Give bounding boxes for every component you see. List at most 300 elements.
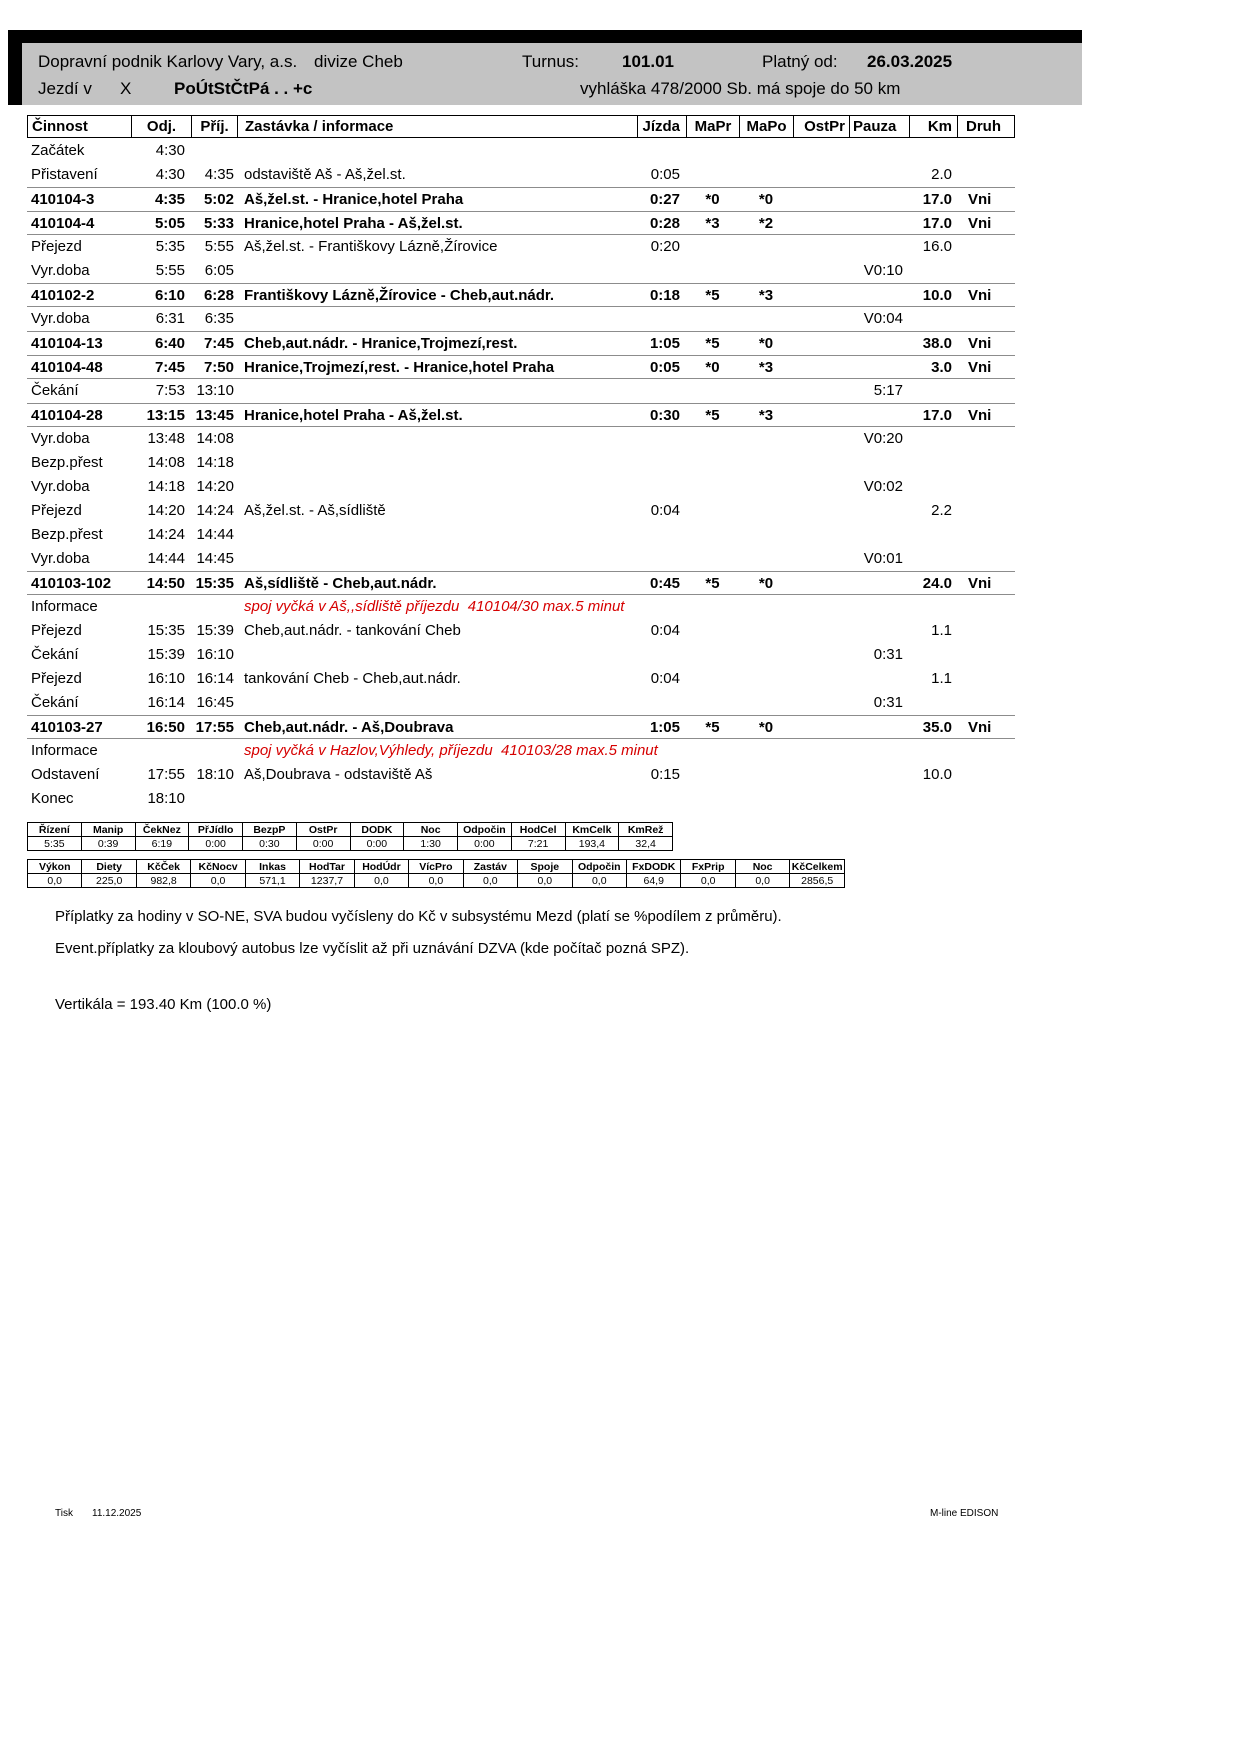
cell-stop-info	[237, 547, 637, 571]
cell-km	[909, 739, 957, 763]
cell-mapo	[739, 259, 793, 283]
summary-value: 0,0	[191, 874, 245, 888]
cell-departure: 14:50	[146, 575, 185, 592]
cell-activity: 410104-4	[31, 215, 95, 232]
cell-departure: 13:15	[146, 407, 185, 424]
summary-header: OstPr	[296, 823, 350, 837]
cell-departure: 14:08	[147, 454, 185, 471]
cell-pause	[849, 451, 909, 475]
cell-ostpr	[793, 667, 849, 691]
cell-ostpr	[793, 356, 849, 378]
column-header-stop-info: Zastávka / informace	[238, 116, 638, 137]
cell-km	[909, 595, 957, 619]
summary-value: 193,4	[565, 837, 619, 851]
print-label: Tisk	[55, 1508, 73, 1519]
summary-header: PřJídlo	[189, 823, 243, 837]
cell-km: 17.0	[922, 407, 952, 424]
column-header-kind: Druh	[966, 118, 1001, 135]
cell-drive-time	[637, 787, 686, 811]
cell-drive-time	[637, 691, 686, 715]
cell-activity: Přejezd	[31, 238, 82, 255]
cell-km: 17.0	[922, 191, 952, 208]
cell-activity: Vyr.doba	[31, 430, 90, 447]
valid-from-label: Platný od:	[762, 52, 838, 71]
cell-drive-time: 0:04	[650, 670, 680, 687]
cell-km	[909, 259, 957, 283]
cell-pause	[849, 499, 909, 523]
cell-ostpr	[793, 547, 849, 571]
runs-on-flag: X	[120, 79, 132, 98]
cell-ostpr	[793, 763, 849, 787]
cell-stop-info: Hranice,hotel Praha - Aš,žel.st.	[244, 215, 463, 232]
cell-pause: 0:31	[873, 646, 903, 663]
cell-km: 35.0	[922, 719, 952, 736]
cell-departure: 7:45	[154, 359, 185, 376]
cell-arrival: 5:55	[204, 238, 234, 255]
cell-km	[909, 547, 957, 571]
cell-mapo	[739, 427, 793, 451]
table-row	[27, 259, 1015, 283]
cell-kind: Vni	[968, 575, 992, 592]
cell-arrival: 16:10	[196, 646, 234, 663]
cell-arrival: 16:14	[196, 670, 234, 687]
cell-arrival: 14:45	[196, 550, 234, 567]
cell-mapo	[739, 451, 793, 475]
summary-header: HodTar	[300, 860, 354, 874]
cell-departure: 14:18	[147, 478, 185, 495]
cell-mapr	[686, 451, 739, 475]
cell-ostpr	[793, 284, 849, 306]
cell-stop-info: Cheb,aut.nádr. - tankování Cheb	[244, 622, 461, 639]
summary-header: Odpočin	[458, 823, 512, 837]
cell-mapo: *3	[758, 287, 774, 304]
cell-drive-time	[637, 523, 686, 547]
cell-mapr	[686, 163, 739, 187]
cell-mapr: *5	[705, 575, 720, 592]
cell-ostpr	[793, 235, 849, 259]
summary-value: 0,0	[518, 874, 572, 888]
cell-arrival: 15:39	[196, 622, 234, 639]
cell-activity: Bezp.přest	[31, 454, 103, 471]
cell-mapr	[686, 595, 739, 619]
cell-pause: V0:02	[863, 478, 903, 495]
cell-km: 16.0	[922, 238, 952, 255]
cell-pause: V0:01	[863, 550, 903, 567]
cell-mapr: *0	[705, 359, 720, 376]
column-header-activity: Činnost	[28, 116, 132, 137]
cell-drive-time: 0:05	[649, 359, 680, 376]
cell-pause	[849, 572, 909, 594]
cell-arrival: 18:10	[196, 766, 234, 783]
cell-drive-time: 0:28	[649, 215, 680, 232]
cell-stop-info	[237, 139, 637, 163]
cell-mapr: *5	[705, 335, 720, 352]
summary-header: KčČek	[136, 860, 190, 874]
cell-departure: 16:10	[147, 670, 185, 687]
cell-arrival: 15:35	[195, 575, 234, 592]
turnus-label: Turnus:	[522, 52, 580, 71]
cell-km: 2.0	[931, 166, 952, 183]
summary-header: Manip	[81, 823, 135, 837]
cell-pause	[849, 163, 909, 187]
cell-ostpr	[793, 332, 849, 355]
cell-mapo	[739, 499, 793, 523]
cell-departure	[131, 739, 191, 763]
cell-drive-time: 0:04	[650, 622, 680, 639]
cell-kind: Vni	[968, 287, 992, 304]
cell-km: 10.0	[922, 287, 952, 304]
cell-mapo	[739, 643, 793, 667]
app-name: M-line EDISON	[930, 1508, 999, 1519]
cell-km	[909, 643, 957, 667]
cell-pause: 0:31	[873, 694, 903, 711]
cell-stop-info: Cheb,aut.nádr. - Hranice,Trojmezí,rest.	[244, 335, 518, 352]
summary-header: FxPrip	[681, 860, 735, 874]
cell-mapr	[686, 379, 739, 403]
info-row	[27, 739, 1015, 763]
summary-value: 0:00	[350, 837, 404, 851]
cell-km: 17.0	[922, 215, 952, 232]
cell-departure: 14:24	[147, 526, 185, 543]
summary-value: 982,8	[136, 874, 190, 888]
cell-mapr	[686, 547, 739, 571]
cell-pause	[849, 667, 909, 691]
cell-drive-time: 0:30	[649, 407, 680, 424]
cell-drive-time	[637, 739, 686, 763]
cell-drive-time: 1:05	[649, 335, 680, 352]
table-row	[27, 763, 1015, 787]
cell-km	[909, 451, 957, 475]
cell-arrival: 13:45	[195, 407, 234, 424]
cell-kind: Vni	[968, 719, 992, 736]
cell-kind	[957, 451, 1013, 475]
column-header-km: Km	[910, 116, 958, 137]
table-row	[27, 571, 1015, 595]
cell-stop-info	[237, 523, 637, 547]
cell-drive-time	[637, 307, 686, 331]
cell-kind	[957, 667, 1013, 691]
cell-ostpr	[793, 691, 849, 715]
cell-arrival: 17:55	[195, 719, 234, 736]
cell-kind	[957, 499, 1013, 523]
cell-ostpr	[793, 619, 849, 643]
cell-pause	[849, 595, 909, 619]
summary-value: 64,9	[626, 874, 680, 888]
cell-pause	[849, 404, 909, 426]
table-row	[27, 235, 1015, 259]
cell-pause	[849, 763, 909, 787]
table-row	[27, 355, 1015, 379]
cell-mapr	[686, 787, 739, 811]
cell-kind	[957, 763, 1013, 787]
cell-departure: 14:20	[147, 502, 185, 519]
cell-ostpr	[793, 427, 849, 451]
cell-drive-time	[637, 451, 686, 475]
cell-mapr: *5	[705, 287, 720, 304]
cell-stop-info: Hranice,Trojmezí,rest. - Hranice,hotel Praha	[244, 359, 555, 376]
cell-departure: 17:55	[147, 766, 185, 783]
cell-kind	[957, 595, 1013, 619]
runs-on-label: Jezdí v	[38, 79, 92, 98]
cell-mapo	[739, 379, 793, 403]
cell-pause	[849, 619, 909, 643]
cell-kind: Vni	[968, 191, 992, 208]
cell-km: 38.0	[922, 335, 952, 352]
cell-kind	[957, 307, 1013, 331]
summary-value: 0,0	[28, 874, 82, 888]
cell-mapo	[739, 547, 793, 571]
table-row	[27, 331, 1015, 355]
cell-km	[909, 427, 957, 451]
cell-mapr	[686, 475, 739, 499]
summary-value: 6:19	[135, 837, 189, 851]
summary-header: Spoje	[518, 860, 572, 874]
duty-table	[27, 115, 1015, 811]
summary-value: 0,0	[681, 874, 735, 888]
cell-pause: 5:17	[873, 382, 903, 399]
cell-km: 3.0	[931, 359, 952, 376]
cell-activity: 410103-27	[31, 719, 103, 736]
cell-departure: 5:35	[155, 238, 185, 255]
cell-drive-time: 0:05	[650, 166, 680, 183]
summary-value: 0,0	[354, 874, 408, 888]
cell-drive-time: 1:05	[649, 719, 680, 736]
cell-mapo	[739, 163, 793, 187]
cell-ostpr	[793, 475, 849, 499]
cell-pause: V0:04	[863, 310, 903, 327]
cell-ostpr	[793, 307, 849, 331]
cell-mapo	[739, 763, 793, 787]
cell-activity: Vyr.doba	[31, 550, 90, 567]
table-row	[27, 427, 1015, 451]
cell-stop-info	[237, 451, 637, 475]
summary-header: HodÚdr	[354, 860, 408, 874]
cell-activity: 410103-102	[31, 575, 112, 592]
cell-mapo: *0	[758, 335, 774, 352]
cell-mapo	[739, 691, 793, 715]
column-header-drive-time: Jízda	[638, 116, 687, 137]
column-header-arrival: Příj.	[192, 116, 238, 137]
cell-ostpr	[793, 643, 849, 667]
cell-kind	[957, 379, 1013, 403]
table-row	[27, 403, 1015, 427]
summary-value: 0,0	[463, 874, 517, 888]
cell-kind	[957, 619, 1013, 643]
cell-stop-info: Aš,žel.st. - Hranice,hotel Praha	[244, 191, 464, 208]
cell-stop-info	[237, 427, 637, 451]
cell-ostpr	[793, 188, 849, 211]
cell-arrival: 14:24	[196, 502, 234, 519]
summary-header: Noc	[735, 860, 789, 874]
cell-ostpr	[793, 572, 849, 594]
table-row	[27, 379, 1015, 403]
column-header-pause: Pauza	[850, 116, 910, 137]
cell-mapr	[686, 235, 739, 259]
table-row	[27, 715, 1015, 739]
cell-activity: Přejezd	[31, 622, 82, 639]
cell-pause	[849, 188, 909, 211]
cell-arrival: 5:02	[203, 191, 234, 208]
cell-km	[909, 379, 957, 403]
cell-kind	[957, 643, 1013, 667]
cell-mapr	[686, 259, 739, 283]
summary-value: 5:35	[28, 837, 82, 851]
cell-activity: 410104-28	[31, 407, 103, 424]
cell-ostpr	[793, 499, 849, 523]
cell-departure: 16:50	[146, 719, 185, 736]
header-band	[8, 30, 1082, 105]
valid-from-value: 26.03.2025	[867, 52, 953, 71]
cell-mapr	[686, 139, 739, 163]
cell-activity: 410104-3	[31, 191, 95, 208]
cell-kind	[957, 523, 1013, 547]
cell-ostpr	[793, 212, 849, 234]
cell-km: 1.1	[931, 670, 952, 687]
column-header-ostpr: OstPr	[794, 116, 850, 137]
duty-table-header	[27, 115, 1015, 138]
cell-mapr	[686, 427, 739, 451]
summary-header: ČekNez	[135, 823, 189, 837]
print-date: 11.12.2025	[92, 1508, 142, 1519]
note-surcharge-weekend: Příplatky za hodiny v SO-NE, SVA budou vyčísleny do Kč v subsystému Mezd (platí se %podílem z průměru).	[55, 908, 782, 925]
summary-value: 0:39	[81, 837, 135, 851]
cell-drive-time	[637, 643, 686, 667]
summary-header: VícPro	[409, 860, 463, 874]
cell-stop-info: Františkovy Lázně,Žírovice - Cheb,aut.nádr.	[244, 287, 555, 304]
cell-arrival: 6:35	[204, 310, 234, 327]
table-row	[27, 475, 1015, 499]
cell-km: 1.1	[931, 622, 952, 639]
table-row	[27, 643, 1015, 667]
cell-drive-time	[637, 547, 686, 571]
cell-km: 2.2	[931, 502, 952, 519]
cell-activity: Čekání	[31, 646, 79, 663]
cell-ostpr	[793, 716, 849, 738]
cell-drive-time	[637, 259, 686, 283]
cell-pause	[849, 787, 909, 811]
table-row	[27, 499, 1015, 523]
summary-header: KčCelkem	[791, 860, 843, 873]
cell-drive-time: 0:20	[650, 238, 680, 255]
cell-km: 24.0	[922, 575, 952, 592]
summary-header: KmRež	[619, 823, 673, 837]
cell-stop-info: Aš,Doubrava - odstaviště Aš	[244, 766, 433, 783]
cell-activity: Přistavení	[31, 166, 98, 183]
summary-header: Řízení	[28, 823, 82, 837]
cell-kind	[957, 739, 1013, 763]
cell-drive-time: 0:15	[650, 766, 680, 783]
cell-stop-info: tankování Cheb - Cheb,aut.nádr.	[244, 670, 461, 687]
cell-activity: Odstavení	[31, 766, 100, 783]
summary-value: 0:30	[243, 837, 297, 851]
summary-header: Zastáv	[463, 860, 517, 874]
cell-km: 10.0	[922, 766, 952, 783]
cell-stop-info: Hranice,hotel Praha - Aš,žel.st.	[244, 407, 463, 424]
table-row	[27, 787, 1015, 811]
cell-mapr: *0	[705, 191, 720, 208]
cell-km	[909, 475, 957, 499]
cell-stop-info	[237, 307, 637, 331]
table-row	[27, 667, 1015, 691]
cell-departure: 6:31	[155, 310, 185, 327]
cell-mapo	[739, 619, 793, 643]
info-row	[27, 595, 1015, 619]
cell-mapr: *5	[705, 719, 720, 736]
cell-stop-info: spoj vyčká v Aš,,sídliště příjezdu 410104/30 max.5 minut	[244, 598, 625, 615]
cell-pause	[849, 139, 909, 163]
cell-kind: Vni	[968, 215, 992, 232]
cell-departure: 4:30	[155, 166, 185, 183]
cell-stop-info	[237, 643, 637, 667]
cell-activity: Vyr.doba	[31, 478, 90, 495]
cell-pause	[849, 235, 909, 259]
cell-arrival: 14:18	[196, 454, 234, 471]
cell-stop-info	[237, 691, 637, 715]
division-name: divize Cheb	[314, 52, 403, 71]
summary-header: Inkas	[245, 860, 299, 874]
table-row	[27, 691, 1015, 715]
cell-drive-time	[637, 475, 686, 499]
summary-value: 225,0	[82, 874, 136, 888]
cell-pause	[849, 739, 909, 763]
cell-kind: Vni	[968, 359, 992, 376]
cell-stop-info: Aš,žel.st. - Františkovy Lázně,Žírovice	[244, 238, 498, 255]
cell-km	[909, 307, 957, 331]
cell-kind	[957, 427, 1013, 451]
cell-pause	[849, 716, 909, 738]
summary-header: HodCel	[511, 823, 565, 837]
cell-mapr: *5	[705, 407, 720, 424]
cell-arrival: 14:44	[196, 526, 234, 543]
cell-mapr	[686, 739, 739, 763]
cell-departure: 14:44	[147, 550, 185, 567]
cell-activity: Začátek	[31, 142, 85, 159]
cell-mapo	[739, 523, 793, 547]
cell-mapo	[739, 787, 793, 811]
note-surcharge-articulated: Event.příplatky za kloubový autobus lze vyčíslit až při uznávání DZVA (kde počítač pozná SPZ).	[55, 940, 690, 957]
summary-value: 7:21	[511, 837, 565, 851]
summary-value: 0,0	[572, 874, 626, 888]
cell-departure: 4:30	[155, 142, 185, 159]
table-row	[27, 307, 1015, 331]
cell-departure: 5:05	[154, 215, 185, 232]
table-row	[27, 619, 1015, 643]
cell-drive-time	[637, 139, 686, 163]
cell-ostpr	[793, 259, 849, 283]
summary-value: 1:30	[404, 837, 458, 851]
vertikala-summary: Vertikála = 193.40 Km (100.0 %)	[55, 996, 272, 1013]
cell-mapo	[739, 235, 793, 259]
pay-summary-table	[27, 859, 845, 888]
cell-arrival	[191, 139, 237, 163]
cell-departure: 18:10	[147, 790, 185, 807]
cell-ostpr	[793, 595, 849, 619]
cell-mapr	[686, 499, 739, 523]
cell-kind	[957, 259, 1013, 283]
cell-departure: 5:55	[155, 262, 185, 279]
cell-pause: V0:20	[863, 430, 903, 447]
summary-header: DODK	[350, 823, 404, 837]
cell-drive-time: 0:18	[649, 287, 680, 304]
cell-pause	[849, 523, 909, 547]
cell-activity: Bezp.přest	[31, 526, 103, 543]
cell-ostpr	[793, 404, 849, 426]
cell-mapr: *3	[705, 215, 720, 232]
summary-value: 0:00	[458, 837, 512, 851]
summary-header: FxDODK	[626, 860, 680, 874]
cell-activity: Vyr.doba	[31, 310, 90, 327]
cell-departure: 6:40	[154, 335, 185, 352]
